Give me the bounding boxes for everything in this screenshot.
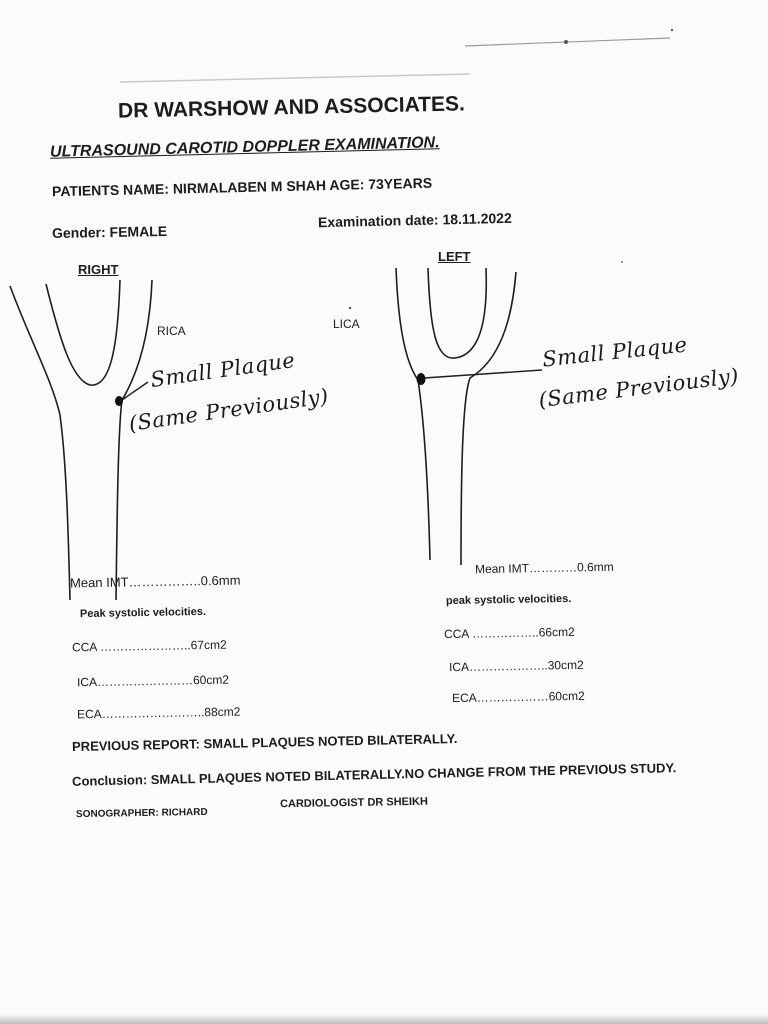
- left-eca: ECA………………60cm2: [451, 688, 585, 706]
- right-eca: ECA……………………..88cm2: [76, 704, 241, 722]
- left-annotation-leader: [424, 370, 542, 378]
- right-outer-wall: [10, 286, 70, 600]
- previous-report: PREVIOUS REPORT: SMALL PLAQUES NOTED BILATERALLY.: [71, 730, 458, 755]
- right-annotation-leader: [122, 382, 148, 400]
- right-cca: CCA …………………..67cm2: [71, 637, 227, 655]
- speck: [671, 29, 673, 31]
- speck: [564, 40, 568, 44]
- left-vessel-label: LICA: [333, 317, 360, 331]
- right-carotid-drawing: [10, 280, 152, 600]
- left-annotation-line1: Small Plaque: [541, 332, 689, 372]
- speck: [621, 261, 623, 263]
- left-heading: LEFT: [438, 249, 471, 264]
- cardiologist: CARDIOLOGIST DR SHEIKH: [279, 795, 428, 811]
- right-inner-wall: [116, 280, 152, 600]
- clinic-name: DR WARSHOW AND ASSOCIATES.: [117, 92, 466, 123]
- right-plaque-marker: [115, 396, 123, 406]
- left-carotid-drawing: [396, 268, 542, 565]
- sonographer: SONOGRAPHER: RICHARD: [75, 806, 208, 821]
- right-annotation-line1: Small Plaque: [149, 347, 297, 393]
- speck: [349, 307, 351, 309]
- exam-title: ULTRASOUND CAROTID DOPPLER EXAMINATION.: [49, 134, 440, 161]
- left-plaque-marker: [417, 373, 426, 385]
- left-cca: CCA ……………..66cm2: [443, 624, 575, 642]
- left-mean-imt: Mean IMT…………0.6mm: [474, 559, 614, 577]
- left-ica-eca-inner-wall: [428, 268, 486, 358]
- exam-date-line: Examination date: 18.11.2022: [317, 209, 512, 231]
- right-ica-eca-inner-wall: [46, 280, 120, 385]
- left-outer-wall: [396, 268, 430, 560]
- page-edge-shadow: [0, 1014, 768, 1024]
- left-inner-wall: [461, 272, 516, 565]
- right-annotation-line2: (Same Previously): [127, 384, 331, 436]
- left-annotation-line2: (Same Previously): [537, 363, 741, 413]
- right-psv-heading: Peak systolic velocities.: [79, 605, 207, 621]
- right-vessel-label: RICA: [157, 324, 186, 338]
- right-ica: ICA……………………60cm2: [76, 672, 230, 690]
- left-ica: ICA………………..30cm2: [448, 657, 584, 675]
- left-psv-heading: peak systolic velocities.: [445, 592, 572, 608]
- gender-line: Gender: FEMALE: [51, 222, 168, 242]
- right-heading: RIGHT: [78, 262, 119, 277]
- right-mean-imt: Mean IMT……………..0.6mm: [69, 572, 241, 591]
- scan-line: [120, 74, 470, 82]
- patient-name-line: PATIENTS NAME: NIRMALABEN M SHAH AGE: 73YEARS: [51, 174, 433, 200]
- conclusion: Conclusion: SMALL PLAQUES NOTED BILATERALLY.NO CHANGE FROM THE PREVIOUS STUDY.: [71, 760, 677, 789]
